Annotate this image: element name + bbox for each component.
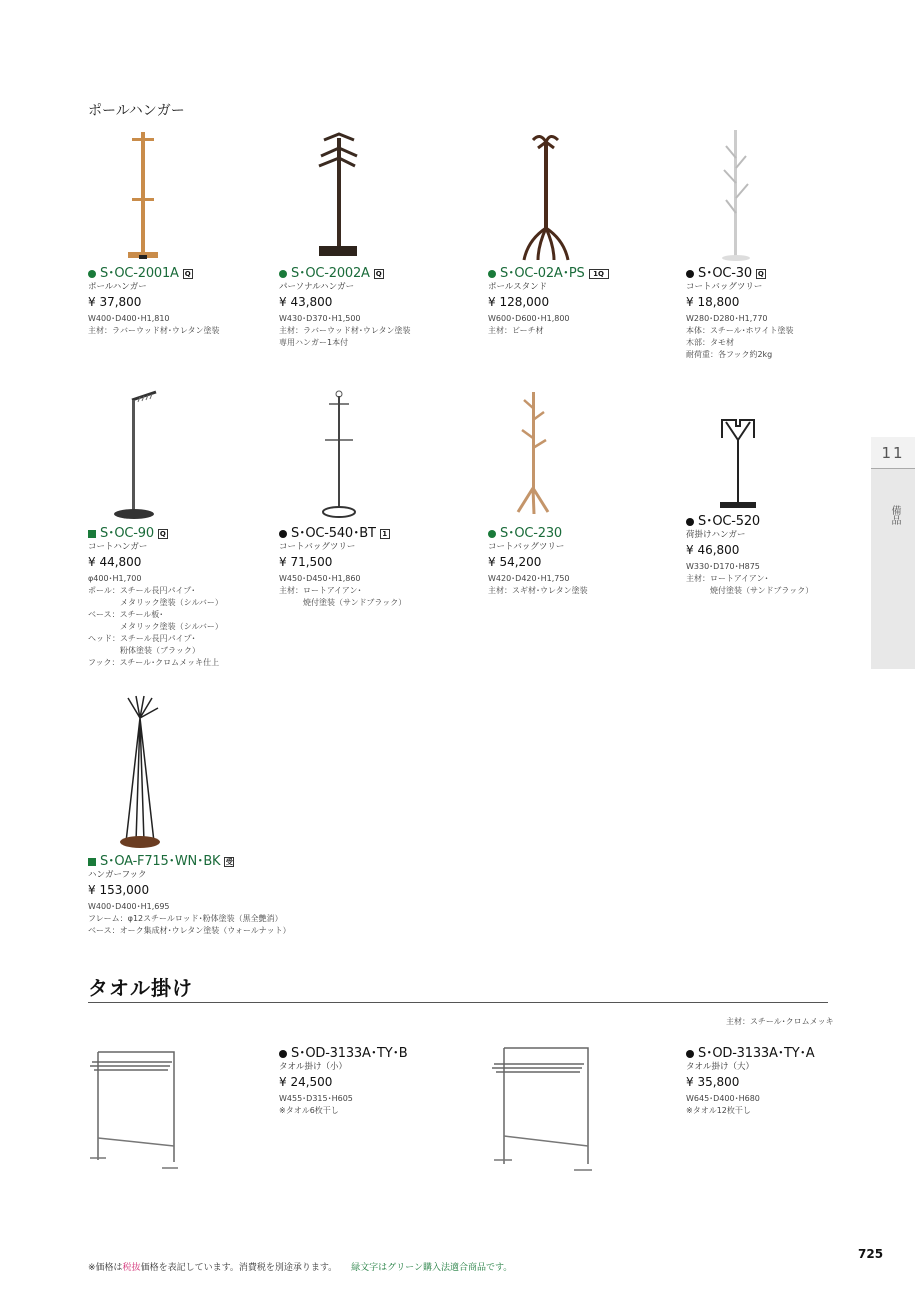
product-image: [488, 128, 608, 266]
chapter-tab[interactable]: [871, 437, 915, 669]
black-bullet-icon: [686, 1050, 694, 1058]
product-card[interactable]: [279, 388, 459, 609]
product-image: [88, 388, 208, 526]
product-name: コートハンガー: [88, 542, 148, 552]
product-card[interactable]: [88, 128, 268, 337]
material-note: 主材：スチール･クロムメッキ: [726, 1017, 834, 1026]
product-name: ハンガーフック: [88, 870, 147, 880]
product-card[interactable]: [686, 1046, 866, 1117]
footer-highlight: 税抜: [122, 1263, 141, 1273]
product-price: ¥ 44,800: [88, 555, 142, 569]
product-code: S･OD-3133A･TY･B: [291, 1046, 408, 1061]
product-price: ¥ 46,800: [686, 543, 740, 557]
product-image: [279, 388, 399, 526]
product-price: ¥ 128,000: [488, 295, 550, 309]
chapter-number: 11: [871, 437, 915, 469]
product-price: ¥ 35,800: [686, 1075, 740, 1089]
black-bullet-icon: [686, 518, 694, 526]
towel-rack-image: [488, 1040, 598, 1180]
product-card[interactable]: [88, 694, 348, 937]
product-card[interactable]: [488, 388, 668, 597]
product-specs: W400･D400･H1,695 フレーム：φ12スチールロッド･粉体塗装（黒全艶消） ベース：オーク集成材･ウレタン塗装（ウォールナット）: [88, 902, 291, 935]
section-title: ポールハンガー: [88, 103, 185, 119]
product-price: ¥ 43,800: [279, 295, 333, 309]
product-specs: W645･D400･H680 ※タオル12枚干し: [686, 1094, 760, 1115]
green-square-bullet-icon: [88, 858, 96, 866]
product-price: ¥ 153,000: [88, 883, 150, 897]
product-price: ¥ 54,200: [488, 555, 542, 569]
product-code: S･OC-2001A: [100, 266, 179, 281]
product-code: S･OC-02A･PS: [500, 266, 585, 281]
product-code: S･OD-3133A･TY･A: [698, 1046, 815, 1061]
product-specs: W330･D170･H875 主材：ロートアイアン･ 焼付塗装（サンドブラック）: [686, 562, 814, 595]
product-card[interactable]: [686, 410, 866, 597]
product-specs: W600･D600･H1,800 主材：ビーチ材: [488, 314, 570, 335]
product-name: ポールハンガー: [88, 282, 147, 292]
green-bullet-icon: [279, 270, 287, 278]
product-specs: W420･D420･H1,750 主材：スギ材･ウレタン塗装: [488, 574, 588, 595]
black-bullet-icon: [686, 270, 694, 278]
badge-icon: 受: [225, 858, 233, 866]
product-card[interactable]: [279, 1046, 459, 1117]
product-image: [279, 128, 399, 266]
badge-icon: Q: [756, 269, 766, 279]
green-square-bullet-icon: [88, 530, 96, 538]
product-name: パーソナルハンガー: [279, 282, 355, 292]
product-code: S･OC-30: [698, 266, 752, 281]
towel-section-title: タオル掛け: [88, 976, 193, 1000]
product-code: S･OA-F715･WN･BK: [100, 854, 221, 869]
product-code: S･OC-230: [500, 526, 562, 541]
footer-text: ※価格は: [88, 1263, 123, 1273]
badge-icon: Q: [374, 269, 384, 279]
product-code: S･OC-90: [100, 526, 154, 541]
product-image: [686, 410, 806, 514]
badge-icon: 1Q: [589, 269, 609, 279]
product-name: コートバッグツリー: [279, 542, 356, 552]
section-divider: [88, 1002, 828, 1003]
green-bullet-icon: [488, 530, 496, 538]
product-name: 荷掛けハンガー: [686, 530, 746, 540]
product-specs: W455･D315･H605 ※タオル6枚干し: [279, 1094, 353, 1115]
product-price: ¥ 71,500: [279, 555, 333, 569]
product-image: [686, 128, 806, 266]
chapter-label: 備品: [889, 505, 900, 525]
footer-note: [88, 1260, 512, 1273]
product-code: S･OC-2002A: [291, 266, 370, 281]
black-bullet-icon: [279, 530, 287, 538]
product-specs: W280･D280･H1,770 本体：スチール･ホワイト塗装 木部：タモ材 耐荷重：各フック約2kg: [686, 314, 794, 359]
badge-icon: Q: [158, 529, 168, 539]
page-number: 725: [858, 1247, 884, 1261]
product-card[interactable]: [88, 388, 268, 669]
product-name: タオル掛け（大）: [686, 1062, 755, 1072]
badge-icon: 1: [380, 529, 390, 539]
product-card[interactable]: [279, 128, 459, 349]
black-bullet-icon: [279, 1050, 287, 1058]
product-name: タオル掛け（小）: [279, 1062, 348, 1072]
green-bullet-icon: [88, 270, 96, 278]
product-name: コートバッグツリー: [488, 542, 565, 552]
green-bullet-icon: [488, 270, 496, 278]
product-code: S･OC-520: [698, 514, 760, 529]
product-price: ¥ 24,500: [279, 1075, 333, 1089]
footer-green-note: 緑文字はグリーン購入法適合商品です。: [351, 1263, 513, 1273]
product-image: [88, 694, 208, 854]
product-name: コートバッグツリー: [686, 282, 763, 292]
product-card[interactable]: [488, 128, 668, 337]
footer-text: 価格を表記しています。消費税を別途承ります。: [140, 1263, 338, 1273]
product-price: ¥ 18,800: [686, 295, 740, 309]
product-price: ¥ 37,800: [88, 295, 142, 309]
badge-icon: Q: [183, 269, 193, 279]
product-card[interactable]: [686, 128, 866, 361]
product-specs: W430･D370･H1,500 主材：ラバーウッド材･ウレタン塗装 専用ハンガー1本付: [279, 314, 411, 347]
product-image: [488, 388, 608, 526]
product-specs: φ400･H1,700 ポール：スチール長円パイプ･ メタリック塗装（シルバー） ベース：スチール板･ メタリック塗装（シルバー） ヘッド：スチール長円パイプ･ 粉体塗装（ブラック） フック：スチール･クロムメッキ仕上: [88, 574, 223, 667]
product-code: S･OC-540･BT: [291, 526, 376, 541]
product-image: [88, 128, 208, 266]
product-specs: W450･D450･H1,860 主材：ロートアイアン･ 焼付塗装（サンドブラック）: [279, 574, 407, 607]
product-specs: W400･D400･H1,810 主材：ラバーウッド材･ウレタン塗装: [88, 314, 220, 335]
towel-rack-image: [86, 1040, 186, 1180]
product-name: ポールスタンド: [488, 282, 548, 292]
